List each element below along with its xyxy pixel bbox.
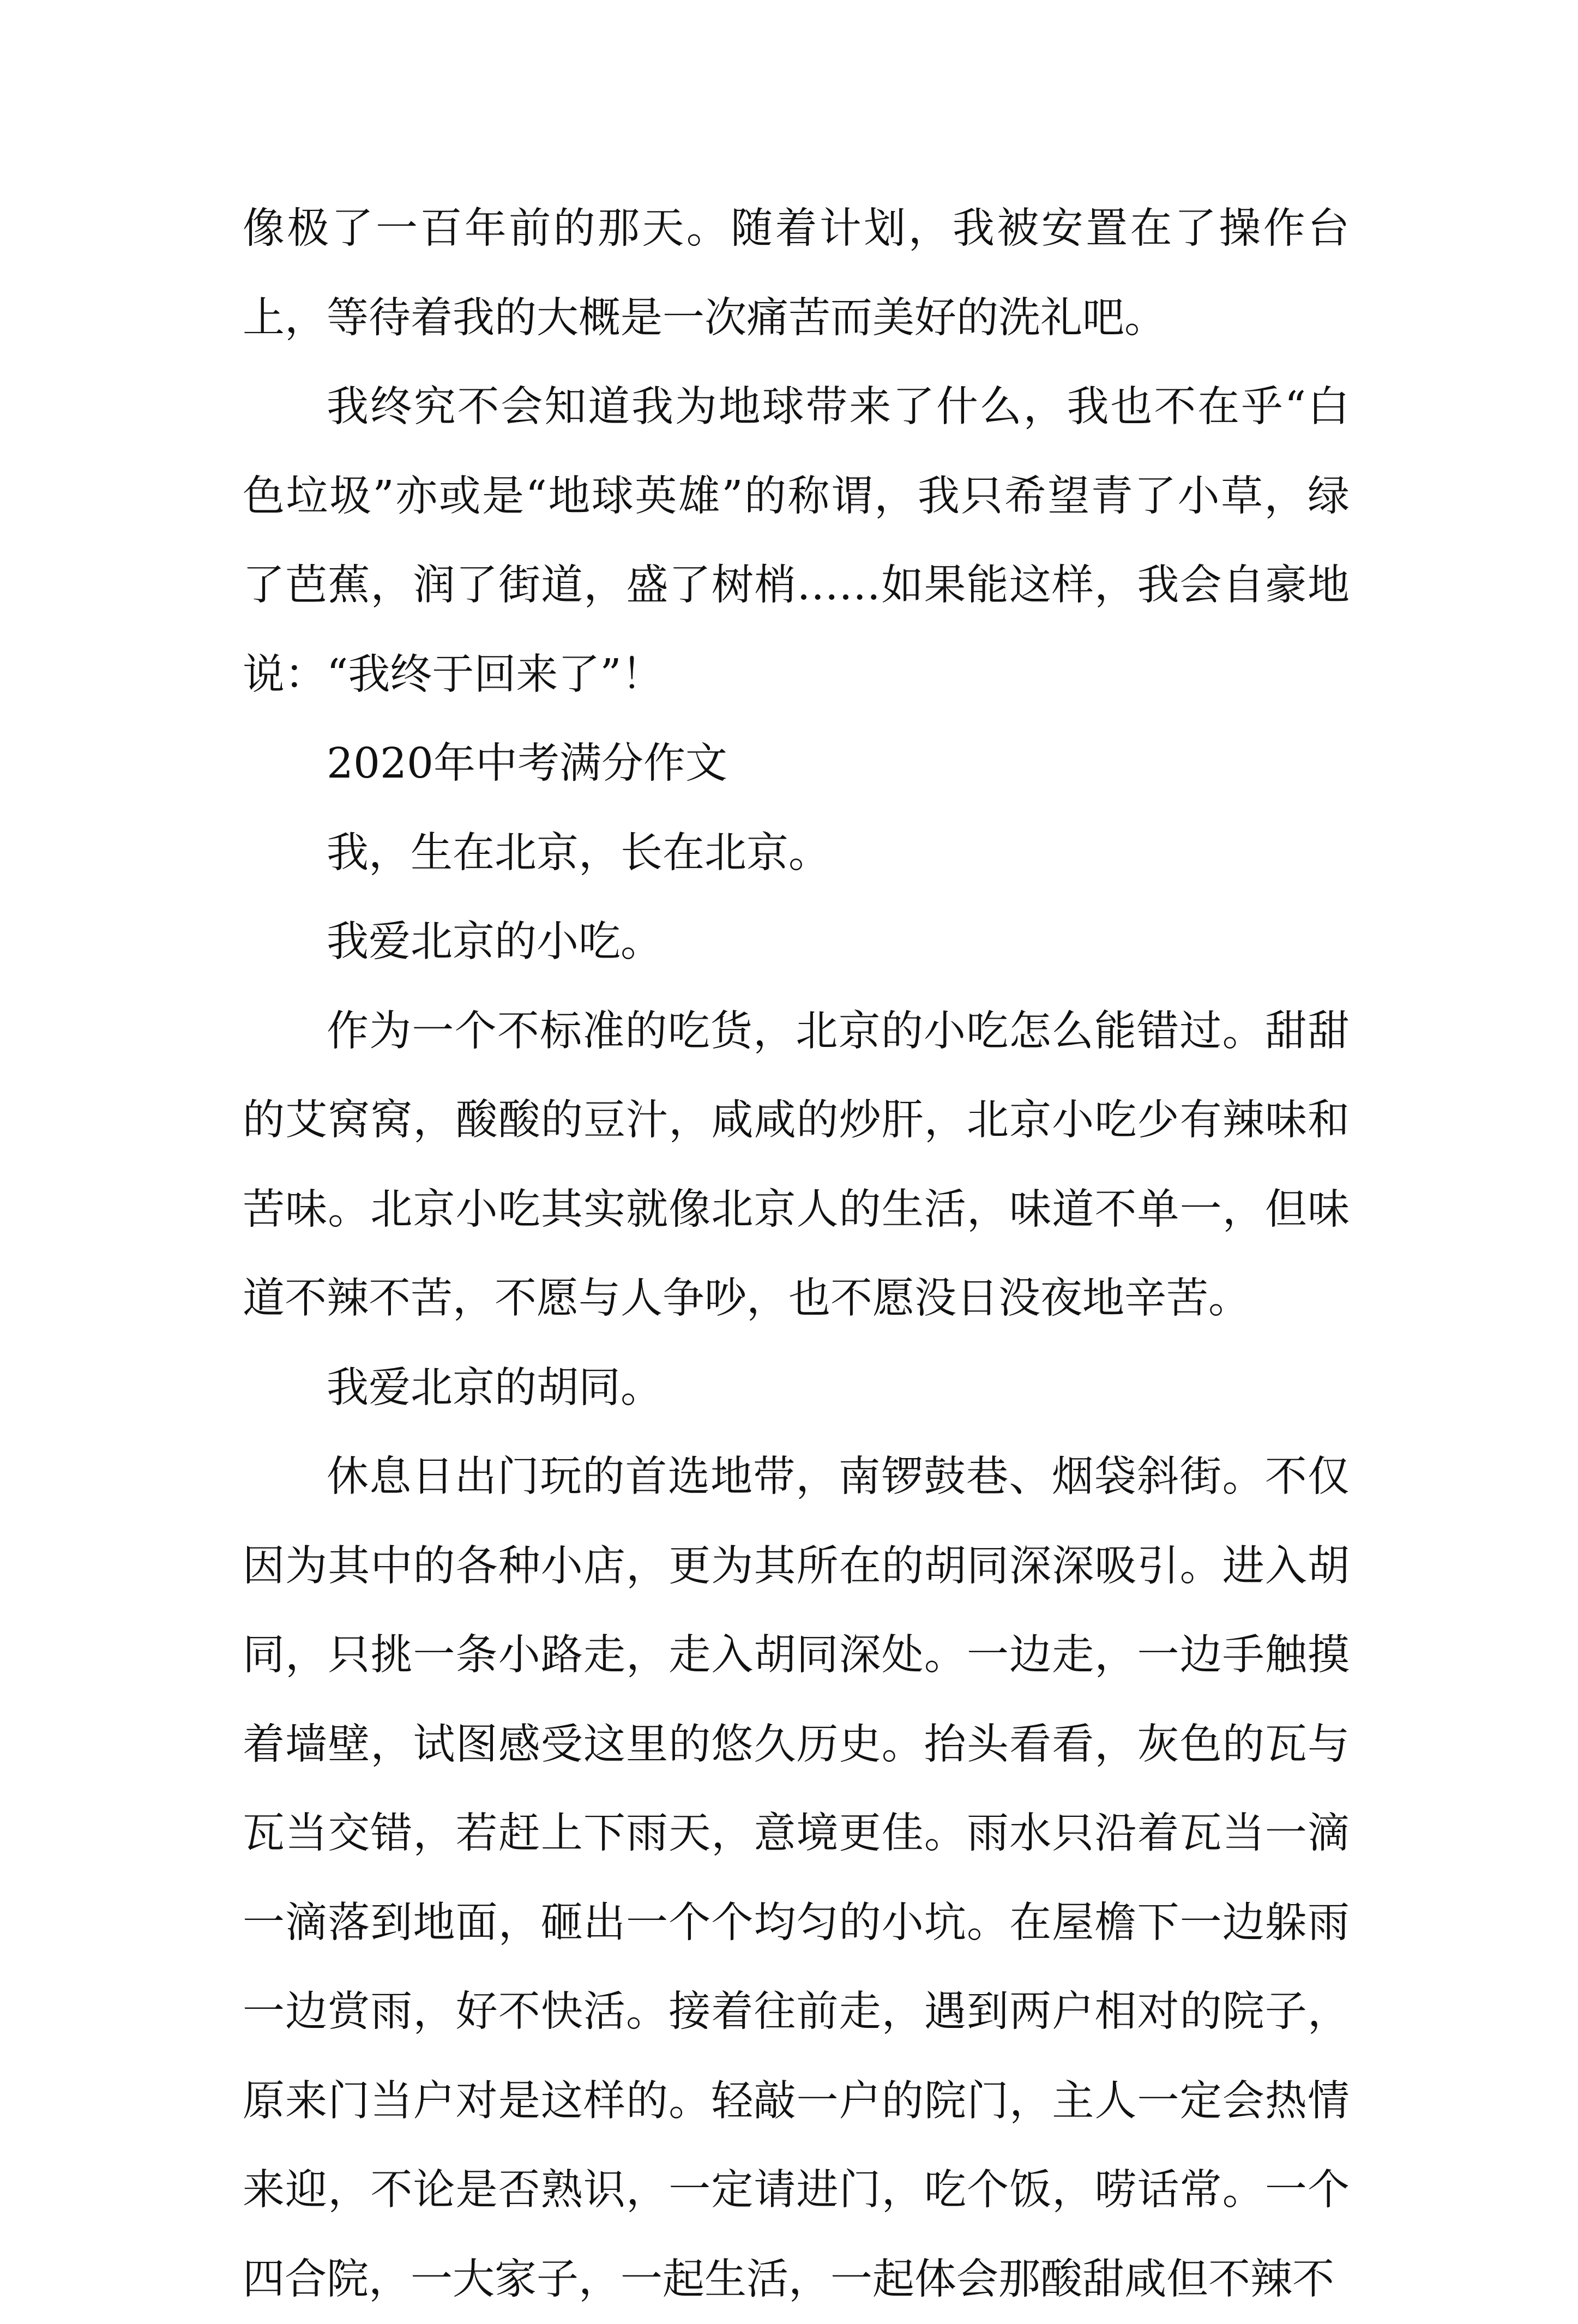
- paragraph-7: 我爱北京的胡同。: [327, 1363, 662, 1412]
- paragraph-4: 我，生在北京，长在北京。: [327, 828, 830, 877]
- paragraph-1: 像极了一百年前的那天。随着计划，我被安置在了操作台上，等待着我的大概是一次痛苦而美好的洗礼吧。: [243, 204, 1350, 342]
- paragraph-2: 我终究不会知道我为地球带来了什么，我也不在乎“白色垃圾”亦或是“地球英雄”的称谓，我只希望青了小草，绿了芭蕉，润了街道，盛了树梢……如果能这样，我会自豪地说：“我终于回来了”！: [243, 383, 1350, 699]
- paragraph-8: 休息日出门玩的首选地带，南锣鼓巷、烟袋斜街。不仅因为其中的各种小店，更为其所在的胡同深深吸引。进入胡同，只挑一条小路走，走入胡同深处。一边走，一边手触摸着墙壁，试图感受这里的悠久历史。抬头看看，灰色的瓦与瓦当交错，若赶上下雨天，意境更佳。雨水只沿着瓦当一滴一滴落到地面，砸出一个个均匀的小坑。在屋檐下一边躲雨一边赏雨，好不快活。接着往前走，遇到两户相对的院子，原来门当户对是这样的。轻敲一户的院门，主人一定会热情来迎，不论是否熟识，一定请进门，吃个饭，唠话常。一个四合院，一大家子，一起生活，一起体会那酸甜咸但不辣不: [243, 1453, 1350, 2304]
- document-body: [243, 184, 1350, 2324]
- paragraph-6: 作为一个不标准的吃货，北京的小吃怎么能错过。甜甜的艾窝窝，酸酸的豆汁，咸咸的炒肝，北京小吃少有辣味和苦味。北京小吃其实就像北京人的生活，味道不单一，但味道不辣不苦，不愿与人争吵，也不愿没日没夜地辛苦。: [243, 1007, 1350, 1323]
- essay-heading: 2020年中考满分作文: [327, 739, 727, 788]
- paragraph-5: 我爱北京的小吃。: [327, 918, 662, 966]
